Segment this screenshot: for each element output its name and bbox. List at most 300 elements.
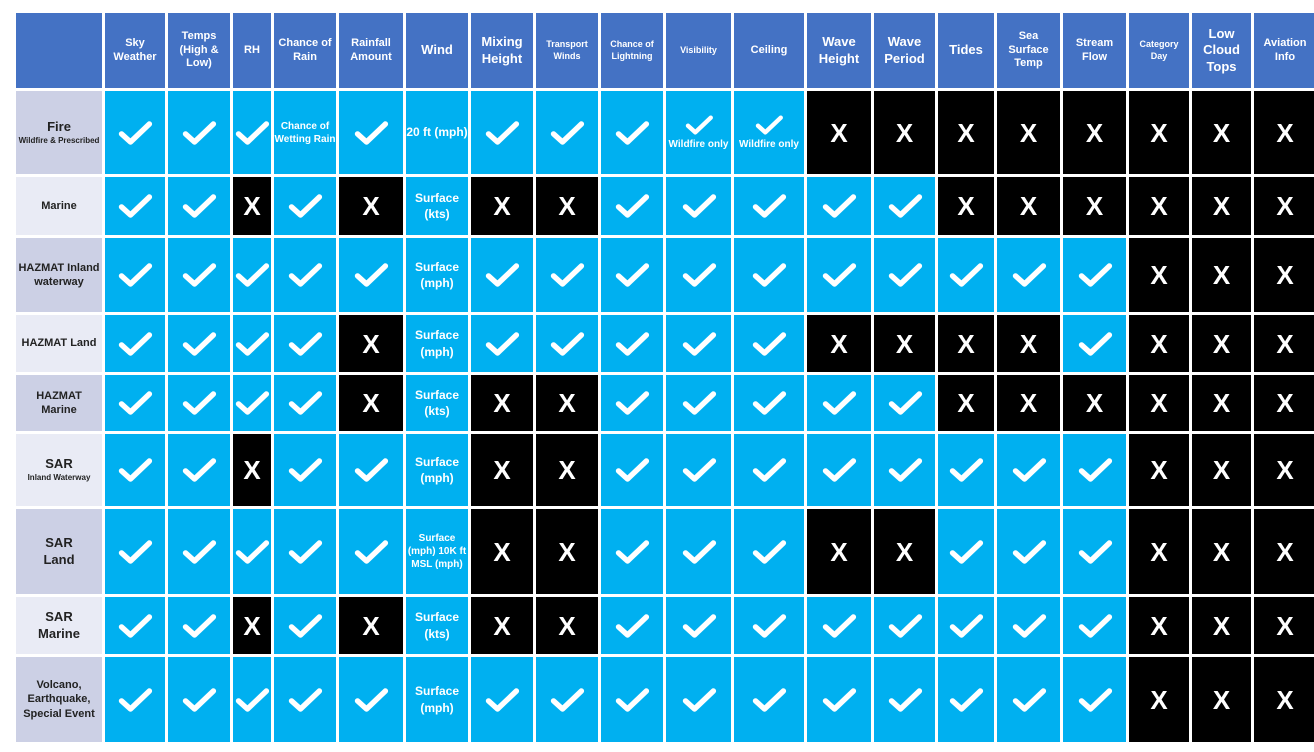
- cell-available: [938, 657, 994, 742]
- checkmark-icon: [117, 330, 153, 358]
- cell-not-available: [874, 91, 935, 174]
- checkmark-icon: [181, 192, 217, 220]
- cell-not-available: [1254, 657, 1314, 742]
- cell-text: [406, 91, 468, 174]
- row-label-fire-wildfire-prescribed: [16, 91, 102, 174]
- x-mark: X: [895, 117, 914, 148]
- cell-not-available: [1254, 91, 1314, 174]
- cell-available: [105, 657, 165, 742]
- column-header-tides: Tides: [938, 13, 994, 88]
- checkmark-icon: [614, 330, 650, 358]
- column-header-category-day: Category Day: [1129, 13, 1189, 88]
- cell-available: [536, 238, 598, 312]
- column-header-mixing-height: Mixing Height: [471, 13, 533, 88]
- cell-not-available: [807, 509, 871, 594]
- forecast-products-matrix: [16, 13, 1314, 742]
- cell-available: [168, 434, 230, 506]
- x-mark: X: [1150, 610, 1168, 641]
- cell-note: Wildfire only: [668, 139, 729, 150]
- x-mark: X: [1150, 191, 1168, 221]
- cell-not-available: [1192, 315, 1251, 372]
- checkmark-icon: [234, 330, 270, 358]
- cell-not-available: [1129, 434, 1189, 506]
- checkmark-icon: [117, 261, 153, 289]
- checkmark-icon: [887, 389, 923, 417]
- checkmark-icon: [821, 612, 857, 640]
- cell-available: [105, 91, 165, 174]
- checkmark-icon: [614, 612, 650, 640]
- cell-not-available: [1063, 375, 1126, 431]
- row-label-main: HAZMAT Land: [21, 337, 97, 350]
- cell-available: [1063, 434, 1126, 506]
- row-label-sar-land: [16, 509, 102, 594]
- checkmark-icon: [117, 612, 153, 640]
- cell-available: [1063, 657, 1126, 742]
- cell-not-available: [1129, 238, 1189, 312]
- cell-not-available: [1192, 597, 1251, 654]
- checkmark-icon: [181, 330, 217, 358]
- cell-available: [168, 597, 230, 654]
- x-mark: X: [1276, 455, 1294, 485]
- cell-not-available: [1192, 238, 1251, 312]
- checkmark-icon: [484, 261, 520, 289]
- cell-available: [168, 375, 230, 431]
- cell-available: [666, 177, 731, 235]
- cell-not-available: [1129, 509, 1189, 594]
- cell-available: [1063, 315, 1126, 372]
- column-header-sky-weather: Sky Weather: [105, 13, 165, 88]
- cell-available: [274, 597, 336, 654]
- checkmark-icon: [614, 192, 650, 220]
- cell-available: [874, 375, 935, 431]
- column-header-chance-of-lightning: Chance of Lightning: [601, 13, 663, 88]
- cell-not-available: [536, 597, 598, 654]
- cell-available: [471, 91, 533, 174]
- checkmark-icon: [1077, 330, 1113, 358]
- x-mark: X: [1150, 328, 1168, 359]
- cell-not-available: [1254, 597, 1314, 654]
- checkmark-icon: [1011, 538, 1047, 566]
- row-label-sar-marine: [16, 597, 102, 654]
- x-mark: X: [243, 610, 261, 641]
- cell-available: [938, 434, 994, 506]
- checkmark-icon: [681, 389, 717, 417]
- checkmark-icon: [287, 192, 323, 220]
- cell-text: [406, 434, 468, 506]
- cell-available: [601, 177, 663, 235]
- cell-available: [274, 434, 336, 506]
- cell-available: [105, 177, 165, 235]
- cell-not-available: [938, 177, 994, 235]
- x-mark: X: [243, 455, 261, 485]
- cell-available: [536, 657, 598, 742]
- checkmark-icon: [234, 261, 270, 289]
- checkmark-icon: [751, 612, 787, 640]
- column-header-sea-surface-temp: Sea Surface Temp: [997, 13, 1060, 88]
- checkmark-icon: [681, 456, 717, 484]
- cell-available: [233, 375, 271, 431]
- checkmark-icon: [1011, 261, 1047, 289]
- x-mark: X: [558, 455, 576, 485]
- cell-text-value: Surface (kts): [414, 387, 460, 418]
- cell-available: [734, 434, 804, 506]
- cell-available: [233, 91, 271, 174]
- x-mark: X: [957, 191, 975, 221]
- x-mark: X: [558, 388, 576, 418]
- x-mark: X: [1212, 388, 1231, 418]
- cell-not-available: [1192, 91, 1251, 174]
- checkmark-icon: [751, 389, 787, 417]
- cell-not-available: [807, 91, 871, 174]
- cell-available: [601, 375, 663, 431]
- checkmark-icon: [948, 612, 984, 640]
- cell-available: [233, 657, 271, 742]
- checkmark-icon: [684, 114, 714, 136]
- checkmark-icon: [887, 192, 923, 220]
- cell-available: [666, 597, 731, 654]
- cell-available: [1063, 597, 1126, 654]
- x-mark: X: [1212, 260, 1231, 290]
- row-label-main: HAZMAT Inland waterway: [18, 261, 100, 288]
- cell-available: [734, 238, 804, 312]
- checkmark-icon: [1011, 612, 1047, 640]
- checkmark-icon: [549, 119, 585, 147]
- cell-available: [339, 238, 403, 312]
- cell-not-available: [1254, 375, 1314, 431]
- row-label-main: Marine: [41, 199, 77, 212]
- x-mark: X: [1276, 388, 1294, 418]
- cell-text: [406, 597, 468, 654]
- cell-available: [997, 657, 1060, 742]
- x-mark: X: [362, 610, 380, 641]
- cell-not-available: [807, 315, 871, 372]
- x-mark: X: [1085, 117, 1104, 148]
- cell-available: [536, 315, 598, 372]
- cell-not-available: [536, 375, 598, 431]
- cell-available: [997, 434, 1060, 506]
- cell-not-available: [997, 315, 1060, 372]
- cell-text: [406, 315, 468, 372]
- cell-not-available: [471, 597, 533, 654]
- cell-note: Wildfire only: [739, 139, 799, 150]
- cell-text: [406, 509, 468, 594]
- cell-available: [938, 597, 994, 654]
- cell-available: [274, 315, 336, 372]
- checkmark-icon: [887, 261, 923, 289]
- cell-available: [938, 238, 994, 312]
- cell-available: [274, 657, 336, 742]
- x-mark: X: [1019, 191, 1038, 221]
- cell-not-available: [1129, 91, 1189, 174]
- x-mark: X: [1276, 684, 1294, 715]
- cell-available: [168, 315, 230, 372]
- x-mark: X: [1150, 455, 1168, 485]
- cell-available: [105, 238, 165, 312]
- cell-not-available: [938, 375, 994, 431]
- checkmark-icon: [751, 192, 787, 220]
- x-mark: X: [362, 191, 380, 221]
- checkmark-icon: [287, 686, 323, 714]
- row-label-main: SAR: [45, 456, 73, 472]
- cell-available: [734, 177, 804, 235]
- column-header-low-cloud-tops: Low Cloud Tops: [1192, 13, 1251, 88]
- cell-not-available: [874, 509, 935, 594]
- checkmark-icon: [181, 612, 217, 640]
- row-label-main: HAZMAT Marine: [36, 389, 82, 416]
- x-mark: X: [1276, 536, 1294, 567]
- cell-not-available: [997, 375, 1060, 431]
- cell-available: [666, 91, 731, 174]
- checkmark-icon: [948, 686, 984, 714]
- cell-not-available: [1192, 177, 1251, 235]
- x-mark: X: [957, 328, 975, 359]
- cell-available: [471, 657, 533, 742]
- checkmark-icon: [614, 456, 650, 484]
- column-header-wind: Wind: [406, 13, 468, 88]
- cell-not-available: [1063, 177, 1126, 235]
- checkmark-icon: [181, 119, 217, 147]
- cell-not-available: [1192, 509, 1251, 594]
- checkmark-icon: [287, 456, 323, 484]
- checkmark-icon: [948, 261, 984, 289]
- checkmark-icon: [1077, 538, 1113, 566]
- cell-text: [406, 238, 468, 312]
- cell-available: [807, 238, 871, 312]
- cell-not-available: [536, 509, 598, 594]
- row-label-hazmat-inland-waterway: [16, 238, 102, 312]
- checkmark-icon: [181, 538, 217, 566]
- x-mark: X: [493, 191, 511, 221]
- x-mark: X: [1150, 684, 1168, 715]
- checkmark-icon: [484, 330, 520, 358]
- checkmark-icon: [681, 192, 717, 220]
- checkmark-icon: [751, 686, 787, 714]
- checkmark-icon: [181, 261, 217, 289]
- checkmark-icon: [117, 538, 153, 566]
- cell-not-available: [471, 177, 533, 235]
- cell-available: [105, 434, 165, 506]
- cell-available: [807, 177, 871, 235]
- header-corner: [16, 13, 102, 88]
- cell-not-available: [1063, 91, 1126, 174]
- cell-available: [274, 509, 336, 594]
- checkmark-icon: [821, 192, 857, 220]
- cell-not-available: [339, 375, 403, 431]
- x-mark: X: [895, 536, 914, 567]
- cell-available: [168, 91, 230, 174]
- cell-not-available: [536, 177, 598, 235]
- checkmark-icon: [614, 119, 650, 147]
- checkmark-icon: [234, 119, 270, 147]
- cell-not-available: [1254, 177, 1314, 235]
- row-label-main: Fire: [47, 118, 71, 134]
- checkmark-icon: [181, 456, 217, 484]
- row-label-volcano-earthquake-special-event: [16, 657, 102, 742]
- x-mark: X: [558, 610, 576, 641]
- x-mark: X: [1276, 117, 1294, 148]
- row-label-main: Volcano, Earthquake, Special Event: [23, 679, 95, 720]
- checkmark-icon: [181, 686, 217, 714]
- cell-text-value: Surface (mph) 10K ft MSL (mph): [407, 533, 467, 570]
- cell-available: [807, 657, 871, 742]
- cell-available: [339, 91, 403, 174]
- cell-available: [874, 657, 935, 742]
- x-mark: X: [493, 536, 511, 567]
- cell-available: [938, 509, 994, 594]
- row-label-sub: Marine: [38, 625, 80, 641]
- checkmark-icon: [614, 538, 650, 566]
- column-header-rainfall-amount: Rainfall Amount: [339, 13, 403, 88]
- cell-available: [601, 238, 663, 312]
- checkmark-icon: [681, 538, 717, 566]
- x-mark: X: [362, 328, 380, 359]
- cell-available: [666, 375, 731, 431]
- cell-text-value: 20 ft (mph): [406, 125, 468, 140]
- row-label-sub: Inland Waterway: [27, 473, 91, 483]
- checkmark-icon: [887, 612, 923, 640]
- column-header-rh: RH: [233, 13, 271, 88]
- checkmark-icon: [549, 686, 585, 714]
- checkmark-icon: [754, 114, 784, 136]
- column-header-aviation-info: Aviation Info: [1254, 13, 1314, 88]
- cell-text: [406, 177, 468, 235]
- cell-available: [601, 315, 663, 372]
- x-mark: X: [1212, 536, 1231, 567]
- checkmark-icon: [117, 686, 153, 714]
- row-label-sar-inland-waterway: [16, 434, 102, 506]
- checkmark-icon: [751, 456, 787, 484]
- checkmark-icon: [353, 686, 389, 714]
- cell-available: [339, 657, 403, 742]
- checkmark-icon: [1011, 456, 1047, 484]
- checkmark-icon: [484, 686, 520, 714]
- cell-not-available: [997, 177, 1060, 235]
- cell-available: [1063, 238, 1126, 312]
- cell-not-available: [339, 315, 403, 372]
- cell-available: [734, 315, 804, 372]
- cell-text: [274, 91, 336, 174]
- cell-not-available: [471, 434, 533, 506]
- cell-text: [406, 375, 468, 431]
- cell-available: [666, 509, 731, 594]
- cell-text-value: Surface (kts): [414, 190, 460, 221]
- x-mark: X: [830, 117, 848, 148]
- cell-not-available: [938, 315, 994, 372]
- cell-available: [105, 315, 165, 372]
- checkmark-icon: [287, 612, 323, 640]
- x-mark: X: [1150, 117, 1168, 148]
- column-header-stream-flow: Stream Flow: [1063, 13, 1126, 88]
- checkmark-icon: [887, 456, 923, 484]
- cell-not-available: [1254, 238, 1314, 312]
- column-header-chance-of-rain: Chance of Rain: [274, 13, 336, 88]
- cell-available: [734, 91, 804, 174]
- x-mark: X: [1276, 191, 1294, 221]
- cell-available: [997, 509, 1060, 594]
- checkmark-icon: [484, 119, 520, 147]
- cell-not-available: [233, 177, 271, 235]
- x-mark: X: [1212, 191, 1231, 221]
- cell-available: [666, 315, 731, 372]
- x-mark: X: [1276, 328, 1294, 359]
- cell-available: [105, 509, 165, 594]
- checkmark-icon: [1077, 261, 1113, 289]
- x-mark: X: [1085, 191, 1104, 221]
- checkmark-icon: [117, 192, 153, 220]
- x-mark: X: [243, 191, 261, 221]
- x-mark: X: [1212, 610, 1231, 641]
- cell-available: [666, 657, 731, 742]
- x-mark: X: [1212, 455, 1231, 485]
- cell-not-available: [938, 91, 994, 174]
- row-label-marine: [16, 177, 102, 235]
- x-mark: X: [493, 610, 511, 641]
- cell-not-available: [1254, 315, 1314, 372]
- x-mark: X: [362, 388, 380, 418]
- cell-not-available: [1129, 177, 1189, 235]
- cell-not-available: [1129, 657, 1189, 742]
- cell-not-available: [1254, 509, 1314, 594]
- x-mark: X: [957, 388, 975, 418]
- checkmark-icon: [681, 261, 717, 289]
- checkmark-icon: [751, 538, 787, 566]
- cell-available: [274, 238, 336, 312]
- cell-not-available: [471, 509, 533, 594]
- cell-not-available: [1192, 434, 1251, 506]
- cell-available: [105, 597, 165, 654]
- checkmark-icon: [181, 389, 217, 417]
- checkmark-icon: [287, 261, 323, 289]
- checkmark-icon: [948, 456, 984, 484]
- checkmark-icon: [549, 330, 585, 358]
- x-mark: X: [1150, 388, 1168, 418]
- cell-available: [807, 597, 871, 654]
- cell-text-value: Surface (mph): [414, 328, 460, 359]
- checkmark-icon: [948, 538, 984, 566]
- cell-text: [406, 657, 468, 742]
- x-mark: X: [830, 536, 848, 567]
- x-mark: X: [1212, 328, 1231, 359]
- x-mark: X: [1276, 610, 1294, 641]
- x-mark: X: [493, 388, 511, 418]
- checkmark-icon: [681, 330, 717, 358]
- x-mark: X: [1019, 328, 1038, 359]
- column-header-wave-height: Wave Height: [807, 13, 871, 88]
- cell-available: [233, 315, 271, 372]
- checkmark-icon: [353, 538, 389, 566]
- cell-not-available: [1192, 375, 1251, 431]
- cell-not-available: [1254, 434, 1314, 506]
- row-label-hazmat-marine: [16, 375, 102, 431]
- checkmark-icon: [821, 389, 857, 417]
- column-header-ceiling: Ceiling: [734, 13, 804, 88]
- row-label-sub: Land: [43, 551, 75, 567]
- checkmark-icon: [353, 261, 389, 289]
- cell-available: [807, 375, 871, 431]
- x-mark: X: [1019, 388, 1038, 418]
- cell-available: [997, 597, 1060, 654]
- checkmark-icon: [353, 119, 389, 147]
- cell-available: [274, 177, 336, 235]
- checkmark-icon: [117, 456, 153, 484]
- cell-not-available: [1129, 597, 1189, 654]
- checkmark-icon: [287, 330, 323, 358]
- cell-text-value: Surface (mph): [414, 259, 460, 290]
- checkmark-icon: [614, 389, 650, 417]
- cell-text-value: Chance of Wetting Rain: [274, 120, 336, 145]
- checkmark-icon: [821, 261, 857, 289]
- cell-not-available: [471, 375, 533, 431]
